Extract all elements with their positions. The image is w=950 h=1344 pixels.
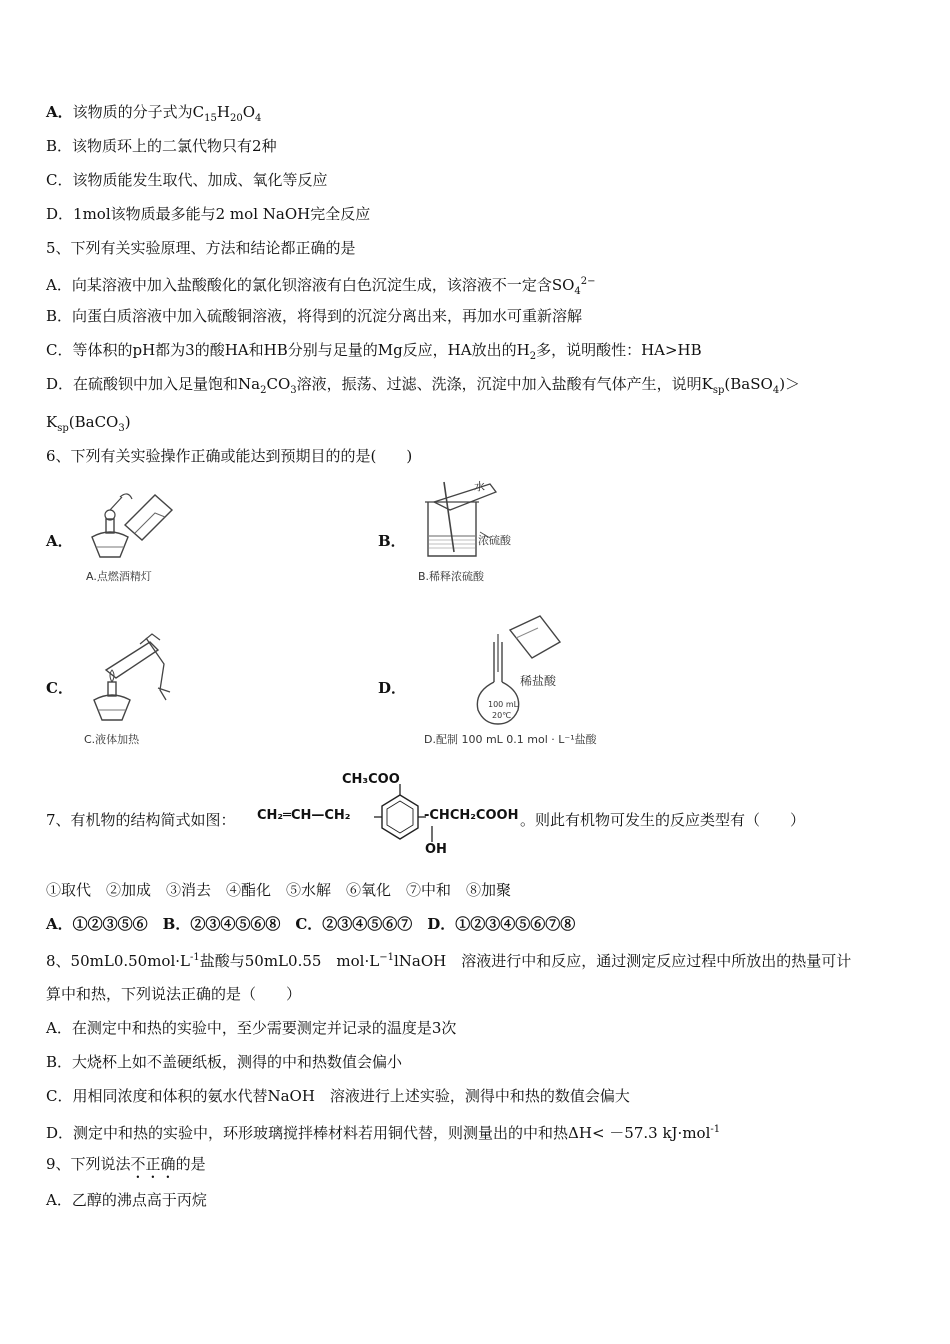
q4-sub-o: 4 <box>255 113 262 124</box>
q7-struct-right: -CHCH₂COOH <box>424 808 519 823</box>
q5-d-s1: 2 <box>260 385 267 396</box>
q7-stem-part2: 。则此有机物可发生的反应类型有（ ） <box>520 811 806 829</box>
q9-stem-t1: 9、下列说法 <box>46 1155 131 1173</box>
q5-a-sub: 4 <box>574 286 581 297</box>
q4-option-a-label: A． <box>46 103 73 121</box>
q5-d-s3: sp <box>712 385 725 396</box>
q6-caption-d: D.配制 100 mL 0.1 mol · L⁻¹盐酸 <box>424 733 597 746</box>
q4-option-d: D．1mol该物质最多能与2 mol NaOH完全反应 <box>46 205 371 223</box>
q5-c-text1: C．等体积的pH都为3的酸HA和HB分别与足量的Mg反应，HA放出的H <box>46 341 530 359</box>
q5-d2-t1: K <box>46 413 58 431</box>
q5-stem: 5、下列有关实验原理、方法和结论都正确的是 <box>46 239 356 257</box>
q5-option-c <box>46 340 702 367</box>
q6-label-b: B． <box>378 532 406 550</box>
q5-option-a <box>46 272 596 302</box>
q7-struct-oh: OH <box>425 842 447 857</box>
q8-stem-t3: lNaOH 溶液进行中和反应，通过测定反应过程中所放出的热量可计 <box>393 952 852 970</box>
q6-caption-c: C.液体加热 <box>84 733 140 746</box>
q8-stem <box>46 948 851 971</box>
q9-stem-emphasis: 不正确 <box>130 1155 176 1173</box>
q5-c-sub: 2 <box>529 351 537 362</box>
q7-reaction-types: ①取代 ②加成 ③消去 ④酯化 ⑤水解 ⑥氧化 ⑦中和 ⑧加聚 <box>46 881 512 899</box>
q5-d2-t2: (BaCO <box>68 413 119 431</box>
q6-stem: 6、下列有关实验操作正确或能达到预期目的的是( ) <box>46 447 413 465</box>
q5-c-text2: 多，说明酸性：HA>HB <box>536 341 702 359</box>
q4-option-c: C．该物质能发生取代、加成、氧化等反应 <box>46 171 328 189</box>
q7-options: A．①②③⑤⑥ B．②③④⑤⑥⑧ C．②③④⑤⑥⑦ D．①②③④⑤⑥⑦⑧ <box>46 915 576 933</box>
q5-option-d-line2 <box>46 412 131 439</box>
q6-caption-a: A.点燃酒精灯 <box>86 570 152 583</box>
q8-stem-line2: 算中和热，下列说法正确的是（ ） <box>46 985 302 1003</box>
q5-d-t1: D．在硫酸钡中加入足量饱和Na <box>46 375 261 393</box>
figure-d-flask-temp: 20℃ <box>492 711 512 720</box>
q5-a-sup: 2− <box>580 276 596 287</box>
q6-label-d: D． <box>378 679 407 697</box>
q8-stem-t1: 8、50mL0.50mol·L <box>46 952 190 970</box>
q5-d-s4: 4 <box>772 385 780 396</box>
q8-option-d <box>46 1120 720 1143</box>
q7-oh-bond <box>430 826 434 842</box>
q7-struct-top: CH₃COO <box>342 772 400 787</box>
q4-sub-c: 15 <box>204 113 217 124</box>
q9-option-a: A．乙醇的沸点高于丙烷 <box>46 1191 207 1209</box>
q5-option-d <box>46 374 800 401</box>
q4-h: H <box>216 103 230 121</box>
q5-d-t3: 溶液，振荡、过滤、洗涤，沉淀中加入盐酸有气体产生，说明K <box>296 375 713 393</box>
q4-o: O <box>242 103 255 121</box>
q8-option-d-sup: -1 <box>710 1124 721 1135</box>
q8-option-d-text: D．测定中和热的实验中，环形玻璃搅拌棒材料若用铜代替，则测量出的中和热ΔH< －57.3 kJ·mol <box>46 1124 711 1142</box>
q4-option-b: B．该物质环上的二氯代物只有2种 <box>46 137 277 155</box>
q7-stem-part1: 7、有机物的结构简式如图： <box>46 811 236 829</box>
q4-option-a-text: 该物质的分子式为C <box>72 103 205 121</box>
q5-d2-s1: sp <box>57 423 69 434</box>
q9-stem-t2: 的是 <box>175 1155 206 1173</box>
q8-option-c: C．用相同浓度和体积的氨水代替NaOH 溶液进行上述实验，测得中和热的数值会偏大 <box>46 1087 630 1105</box>
q5-d2-t3: ) <box>124 413 131 431</box>
figure-b-acid-label: 浓硫酸 <box>478 534 511 547</box>
q4-option-a <box>46 102 261 129</box>
benzene-ring-icon <box>370 790 430 845</box>
figure-d-acid-label: 稀盐酸 <box>520 674 557 688</box>
q8-stem-t2: 盐酸与50mL0.55 mol·L <box>199 952 380 970</box>
q5-d-t2: CO <box>266 375 291 393</box>
q6-label-c: C． <box>46 679 73 697</box>
q8-stem-sup1: -1 <box>190 952 200 963</box>
q5-d-t5: )＞ <box>779 375 801 393</box>
q9-stem <box>46 1154 206 1182</box>
q4-sub-h: 20 <box>229 113 243 124</box>
figure-d-flask-volume: 100 mL <box>488 700 519 709</box>
q8-stem-sup2: −1 <box>379 952 394 963</box>
q6-label-a: A． <box>46 532 73 550</box>
q5-d-t4: (BaSO <box>724 375 773 393</box>
q8-option-a: A．在测定中和热的实验中，至少需要测定并记录的温度是3次 <box>46 1019 457 1037</box>
q7-struct-left: CH₂═CH—CH₂ <box>257 808 351 823</box>
q5-d-s2: 3 <box>290 385 297 396</box>
figure-c-liquid-heating <box>80 630 190 725</box>
q5-option-a-text: A．向某溶液中加入盐酸酸化的氯化钡溶液有白色沉淀生成，该溶液不一定含SO <box>46 276 575 294</box>
q8-option-b: B．大烧杯上如不盖硬纸板，测得的中和热数值会偏小 <box>46 1053 403 1071</box>
q6-caption-b: B.稀释浓硫酸 <box>418 570 485 583</box>
q5-d2-s2: 3 <box>118 423 125 434</box>
figure-a-alcohol-lamp <box>80 485 190 565</box>
q5-option-b: B．向蛋白质溶液中加入硫酸铜溶液，将得到的沉淀分离出来，再加水可重新溶解 <box>46 307 583 325</box>
figure-d-volumetric-flask <box>470 612 580 727</box>
figure-b-water-label: 水 <box>474 480 485 493</box>
